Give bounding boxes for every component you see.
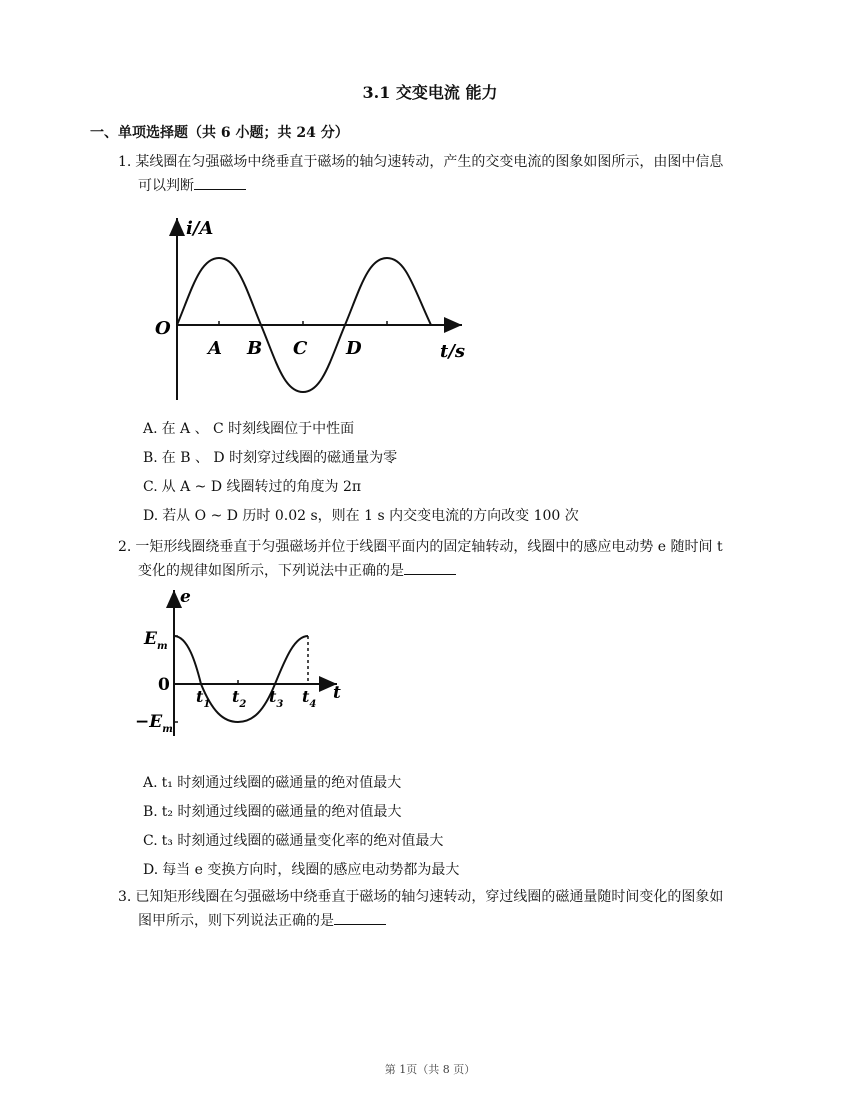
option-1b[interactable]: B. 在 B 、 D 时刻穿过线圈的磁通量为零: [143, 450, 398, 466]
point-label-d: D: [346, 338, 362, 359]
point-label-b: B: [247, 338, 263, 359]
tick-label-t4: $t_4$: [302, 687, 317, 710]
tick-label-t1: $t_1$: [196, 687, 211, 710]
option-2c[interactable]: C. t₃ 时刻通过线圈的磁通量变化率的绝对值最大: [143, 833, 444, 849]
section-heading: 一、单项选择题（共 6 小题；共 24 分）: [90, 125, 349, 141]
option-1d[interactable]: D. 若从 O ~ D 历时 0.02 s，则在 1 s 内交变电流的方向改变 100 次: [143, 508, 579, 524]
page-footer: 第 1页（共 8 页）: [384, 1063, 476, 1076]
option-2a[interactable]: A. t₁ 时刻通过线圈的磁通量的绝对值最大: [143, 775, 402, 791]
page-title: 3.1 交变电流 能力: [362, 83, 498, 102]
answer-blank: [194, 175, 246, 190]
question-number: 1.: [118, 154, 132, 170]
question-text-line: 变化的规律如图所示，下列说法中正确的是: [138, 563, 404, 579]
x-axis-label: t/s: [440, 341, 466, 362]
option-1c[interactable]: C. 从 A ~ D 线圈转过的角度为 2π: [143, 479, 362, 495]
option-1a[interactable]: A. 在 A 、 C 时刻线圈位于中性面: [143, 421, 355, 437]
question-text-line: 可以判断: [138, 178, 194, 194]
question-1: [118, 150, 768, 198]
question-text-line: 图甲所示，则下列说法正确的是: [138, 913, 334, 929]
option-2d[interactable]: D. 每当 e 变换方向时，线圈的感应电动势都为最大: [143, 862, 460, 878]
figure-1-current-graph: [140, 210, 480, 405]
em-label: $E_m$: [144, 629, 168, 652]
y-axis-label: e: [180, 587, 191, 607]
question-text-line: 某线圈在匀强磁场中绕垂直于磁场的轴匀速转动，产生的交变电流的图象如图所示，由图中信息: [135, 154, 724, 170]
figure-2-emf-graph: [130, 584, 360, 764]
neg-em-label: $-E_m$: [135, 712, 173, 735]
question-text-line: 一矩形线圈绕垂直于匀强磁场并位于线圈平面内的固定轴转动，线圈中的感应电动势 e 随时间 t: [135, 539, 723, 555]
zero-label: 0: [158, 675, 170, 695]
option-2b[interactable]: B. t₂ 时刻通过线圈的磁通量的绝对值最大: [143, 804, 402, 820]
question-3: [118, 885, 768, 933]
tick-label-t2: $t_2$: [232, 687, 247, 710]
origin-label: O: [155, 318, 171, 339]
question-text-line: 已知矩形线圈在匀强磁场中绕垂直于磁场的轴匀速转动，穿过线圈的磁通量随时间变化的图象如: [135, 889, 724, 905]
question-number: 3.: [118, 889, 132, 905]
point-label-a: A: [208, 338, 222, 359]
point-label-c: C: [293, 338, 308, 359]
question-2: [118, 535, 768, 583]
question-number: 2.: [118, 539, 132, 555]
y-axis-label: i/A: [186, 218, 214, 239]
x-axis-label: t: [333, 683, 341, 703]
answer-blank: [334, 910, 386, 925]
tick-label-t3: $t_3$: [269, 687, 284, 710]
answer-blank: [404, 560, 456, 575]
